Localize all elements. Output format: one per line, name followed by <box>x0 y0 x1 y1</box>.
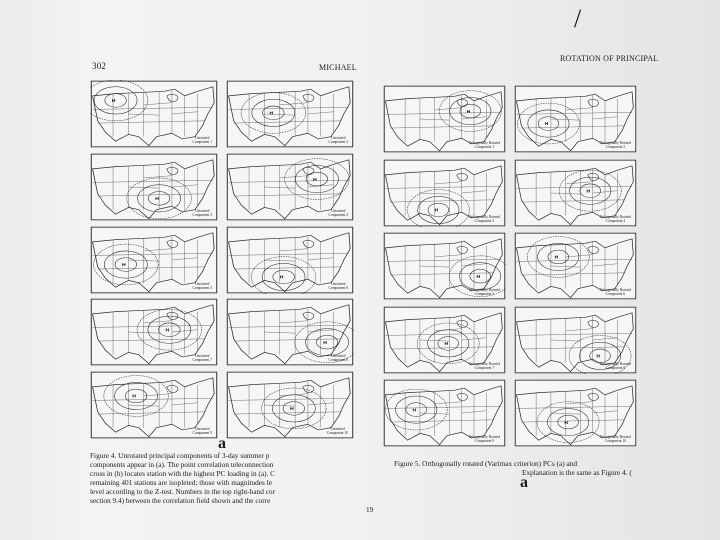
caption-line: components appear in (a). The point correlation teleconnection <box>90 460 274 469</box>
component-label-line1: Unrotated <box>195 282 210 286</box>
component-label-line2: Component 6 <box>328 286 348 290</box>
caption-line: remaining 401 stations are isopleted; those with magnitudes le <box>90 478 272 487</box>
component-label-line1: Orthogonally Rotated <box>599 362 631 366</box>
svg-text:H: H <box>165 328 170 334</box>
page-number: 302 <box>92 61 107 71</box>
component-label-line2: Component 4 <box>605 219 626 223</box>
component-label-line2: Component 9 <box>192 431 212 435</box>
caption-line: section 9.4) between the correlation field shown and the corre <box>90 496 271 505</box>
svg-text:H: H <box>323 341 327 346</box>
component-label <box>469 362 500 370</box>
fig4-map-7 <box>90 298 218 366</box>
caption-line: cross in (b) locates station with the highest PC loading in (a). C <box>90 469 276 478</box>
figure-4-caption <box>90 451 374 514</box>
component-label <box>469 435 500 443</box>
svg-text:H: H <box>412 408 417 414</box>
component-label-line1: Unrotated <box>331 282 346 286</box>
svg-text:H: H <box>466 109 471 115</box>
component-label-line2: Component 6 <box>605 292 626 296</box>
component-label-line1: Orthogonally Rotated <box>599 435 631 439</box>
fig5-map-8 <box>514 306 637 374</box>
fig5-map-5 <box>383 232 506 300</box>
component-label-line2: Component 7 <box>192 358 212 362</box>
fig5-map-10 <box>514 379 637 447</box>
component-label-line2: Component 5 <box>474 292 495 296</box>
component-label <box>329 136 348 144</box>
svg-text:H: H <box>290 407 294 412</box>
caption-tail: 19 <box>366 505 374 514</box>
svg-text:H: H <box>554 255 559 261</box>
svg-text:H: H <box>111 99 116 104</box>
component-label-line2: Component 2 <box>605 145 626 149</box>
figure-5-panel-letter: a <box>520 474 528 491</box>
caption-line: Figure 4. Unrotated principal components of 3-day summer p <box>90 451 270 460</box>
component-label-line1: Orthogonally Rotated <box>468 141 500 145</box>
fig4-map-5 <box>90 226 218 294</box>
component-label <box>329 282 348 290</box>
component-label <box>600 362 631 370</box>
running-author: MICHAEL <box>319 63 357 72</box>
fig5-map-2 <box>514 85 637 153</box>
component-label <box>469 288 500 296</box>
fig5-map-3 <box>383 159 506 227</box>
component-label <box>600 215 631 223</box>
fig5-map-4 <box>514 159 637 227</box>
component-label-line1: Orthogonally Rotated <box>599 141 631 145</box>
component-label-line1: Orthogonally Rotated <box>599 288 631 292</box>
running-title: ROTATION OF PRINCIPAL <box>560 54 659 63</box>
component-label <box>193 354 212 362</box>
figure-4-panel-letter: a <box>218 435 226 452</box>
component-label-line1: Orthogonally Rotated <box>599 215 631 219</box>
caption-line: level according to the Z-test. Numbers in the top right-hand cor <box>90 487 276 496</box>
component-label-line2: Component 2 <box>328 140 348 144</box>
fig5-map-1 <box>383 85 506 153</box>
svg-text:H: H <box>269 111 274 117</box>
component-label <box>329 354 348 362</box>
component-label <box>600 435 631 443</box>
component-label-line2: Component 3 <box>192 213 212 217</box>
component-label-line1: Unrotated <box>195 427 210 431</box>
fig5-map-7 <box>383 306 506 374</box>
component-label-line2: Component 10 <box>604 439 626 443</box>
fig4-map-3 <box>90 153 218 221</box>
fig4-map-2 <box>226 80 354 148</box>
component-label <box>193 136 212 144</box>
component-label <box>600 288 631 296</box>
component-label-line1: Unrotated <box>195 354 210 358</box>
fig4-map-4 <box>226 153 354 221</box>
component-label-line1: Unrotated <box>331 209 346 213</box>
figure-5-caption <box>394 459 704 477</box>
fig4-map-6 <box>226 226 354 294</box>
svg-text:H: H <box>586 189 591 195</box>
fig5-map-6 <box>514 232 637 300</box>
pencil-mark: / <box>574 4 582 33</box>
svg-text:H: H <box>444 342 449 348</box>
component-label <box>193 282 212 290</box>
svg-text:H: H <box>313 177 317 183</box>
component-label-line2: Component 10 <box>326 431 348 435</box>
component-label-line1: Unrotated <box>195 136 210 140</box>
svg-text:H: H <box>596 354 600 360</box>
component-label-line1: Unrotated <box>330 427 345 431</box>
component-label <box>193 427 212 435</box>
svg-text:H: H <box>564 420 568 426</box>
component-label-line2: Component 1 <box>192 140 212 144</box>
component-label-line1: Orthogonally Rotated <box>468 215 500 219</box>
fig5-map-9 <box>383 379 506 447</box>
fig4-map-10 <box>226 371 354 439</box>
fig4-map-1 <box>90 80 218 148</box>
component-label <box>329 209 348 217</box>
component-label <box>469 215 500 223</box>
component-label-line1: Orthogonally Rotated <box>468 288 500 292</box>
svg-text:H: H <box>434 208 439 214</box>
caption-line: Figure 5. Orthogonally rotated (Varimax criterion) PCs (a) and <box>394 459 577 468</box>
component-label-line1: Unrotated <box>331 136 346 140</box>
component-label <box>327 427 348 435</box>
component-label <box>469 141 500 149</box>
svg-text:H: H <box>544 122 549 128</box>
svg-text:H: H <box>132 394 136 400</box>
svg-text:H: H <box>476 275 481 280</box>
svg-text:H: H <box>155 197 159 202</box>
fig4-map-9 <box>90 371 218 439</box>
fig4-map-8 <box>226 298 354 366</box>
component-label-line1: Unrotated <box>195 209 210 213</box>
component-label-line1: Unrotated <box>331 354 346 358</box>
component-label-line2: Component 5 <box>192 286 212 290</box>
component-label-line2: Component 1 <box>474 145 495 149</box>
component-label-line1: Orthogonally Rotated <box>468 362 500 366</box>
svg-text:H: H <box>279 275 284 281</box>
component-label <box>193 209 212 217</box>
component-label-line2: Component 8 <box>605 366 626 370</box>
component-label-line2: Component 3 <box>474 219 495 223</box>
component-label <box>600 141 631 149</box>
component-label-line1: Orthogonally Rotated <box>468 435 500 439</box>
component-label-line2: Component 4 <box>328 213 348 217</box>
svg-text:H: H <box>122 263 126 269</box>
component-label-line2: Component 9 <box>474 439 495 443</box>
component-label-line2: Component 7 <box>474 366 495 370</box>
caption-line: Explanation is the same as Figure 4. ( <box>522 468 632 477</box>
component-label-line2: Component 8 <box>328 358 348 362</box>
